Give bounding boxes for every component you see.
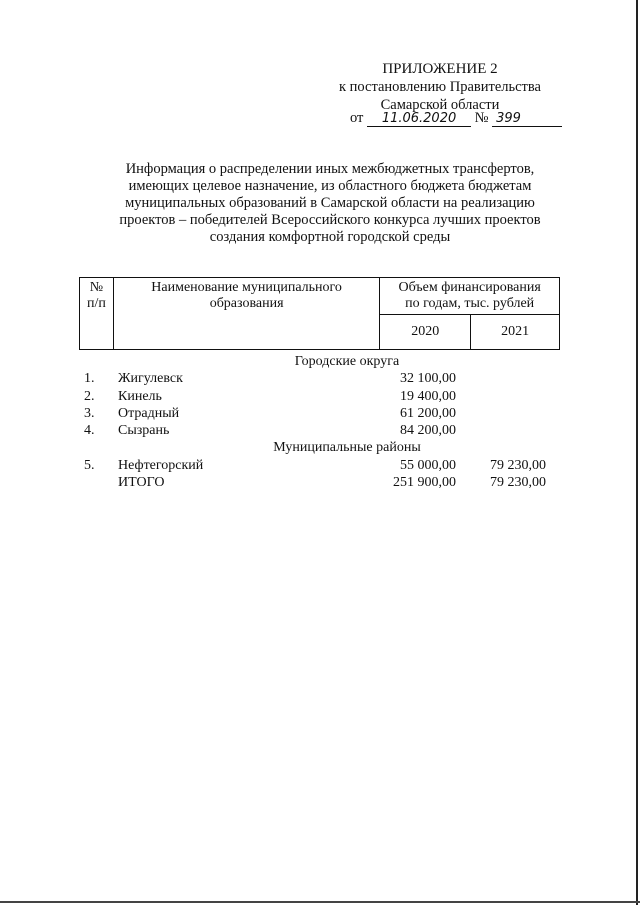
funding-table-body (84, 353, 560, 491)
row-value-2020: 32 100,00 (400, 371, 456, 387)
header-number (80, 278, 114, 350)
page-edge-right (636, 0, 638, 905)
section-title: Муниципальные районы (273, 440, 421, 456)
row-name: Отрадный (118, 405, 180, 421)
table-row (84, 457, 560, 474)
appendix-line-1: к постановлению Правительства (339, 79, 541, 95)
appendix-line-2: Самарской области (380, 97, 500, 113)
header-number-line: № (89, 280, 104, 295)
appendix-block (330, 60, 550, 114)
row-number: 3. (84, 405, 95, 421)
table-row (84, 405, 560, 422)
date-prefix: от (350, 110, 364, 126)
row-number: 5. (84, 457, 95, 473)
total-value-2021: 79 230,00 (490, 475, 546, 491)
row-value-2020: 84 200,00 (400, 423, 456, 439)
row-name: Жигулевск (118, 371, 183, 387)
row-name: Кинель (118, 388, 162, 404)
row-name: Сызрань (118, 423, 170, 439)
header-funding (380, 278, 560, 315)
page-edge-bottom (0, 901, 640, 903)
header-funding-line: по годам, тыс. рублей (405, 296, 535, 311)
table-row (84, 370, 560, 387)
row-number: 2. (84, 388, 95, 404)
funding-table-header (79, 277, 560, 350)
row-name: Нефтегорский (118, 457, 204, 473)
header-year-2021: 2021 (471, 315, 560, 350)
row-value-2021: 79 230,00 (490, 457, 546, 473)
row-number: 4. (84, 423, 95, 439)
number-prefix: № (474, 110, 489, 126)
appendix-title: ПРИЛОЖЕНИЕ 2 (382, 61, 498, 77)
table-row (84, 422, 560, 439)
total-label: ИТОГО (118, 475, 165, 491)
table-row (84, 388, 560, 405)
decree-date-line (350, 110, 562, 127)
header-municipality-line: Наименование муниципального (151, 280, 342, 295)
heading-line: Информация о распределении иных межбюджетных трансфертов, (125, 161, 535, 177)
total-row (84, 474, 560, 491)
heading-line: создания комфортной городской среды (209, 229, 451, 245)
heading-line: имеющих целевое назначение, из областного бюджета бюджетам (128, 178, 532, 194)
row-value-2020: 61 200,00 (400, 405, 456, 421)
header-year-2020: 2020 (380, 315, 471, 350)
heading-line: проектов – победителей Всероссийского конкурса лучших проектов (119, 212, 541, 228)
row-number: 1. (84, 371, 95, 387)
header-funding-line: Объем финансирования (398, 280, 541, 295)
section-title: Городские округа (294, 354, 400, 369)
decree-date: 11.06.2020 (367, 112, 471, 127)
header-number-line: п/п (87, 296, 106, 311)
header-municipality-line: образования (209, 296, 284, 311)
row-value-2020: 55 000,00 (400, 457, 456, 473)
header-municipality (113, 278, 379, 350)
total-value-2020: 251 900,00 (393, 475, 456, 491)
document-heading (95, 161, 565, 246)
row-value-2020: 19 400,00 (400, 388, 456, 404)
decree-number: 399 (492, 112, 562, 127)
heading-line: муниципальных образований в Самарской области на реализацию (125, 195, 535, 211)
